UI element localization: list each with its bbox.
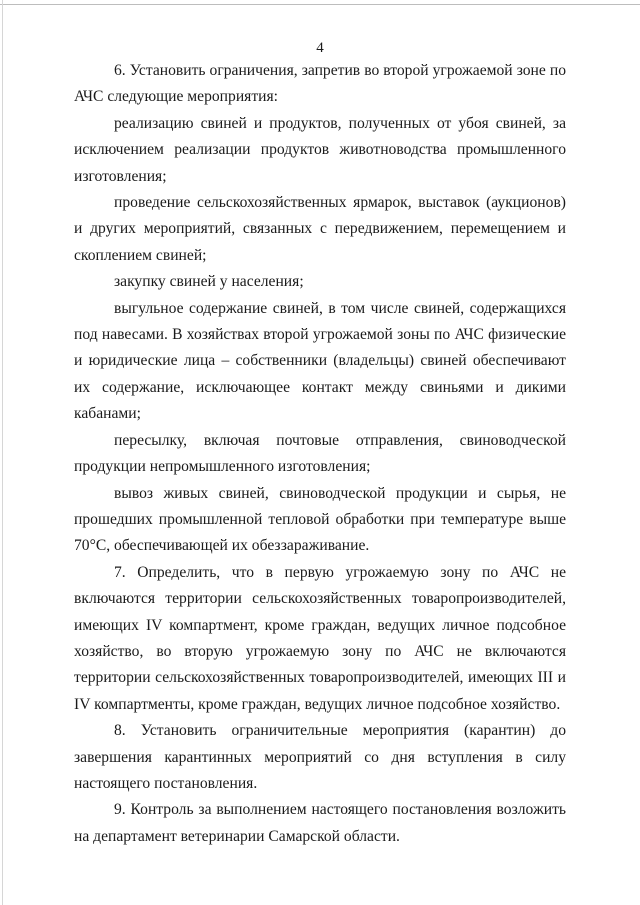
paragraph-8: 8. Установить ограничительные мероприятия (карантин) до завершения карантинных мероприятий со дня вступления в силу настоящего постановления. <box>74 722 566 792</box>
paragraph-6-item-purchase: закупку свиней у населения; <box>114 273 304 291</box>
scan-edge-left <box>2 0 3 905</box>
paragraph-7: 7. Определить, что в первую угрожаемую зону по АЧС не включаются территории сельскохозяйственных товаропроизводителей, имеющих IV компартмент, кроме граждан, ведущих личное подсобное хозяйство, во вторую угрожаемую зону по АЧС не включаются территории сельскохозяйственных товаропроизводителей, имеющих III и IV компартменты, кроме граждан, ведущих личное подсобное хозяйство. <box>74 563 566 713</box>
paragraph-6-item-free-range: выгульное содержание свиней, в том числе свиней, содержащихся под навесами. В хозяйствах второй угрожаемой зоны по АЧС физические и юридические лица – собственники (владельцы) свиней обеспечивают их содержание, исключающее контакт между свиньями и дикими кабанами; <box>74 299 566 423</box>
paragraph-6-item-export: вывоз живых свиней, свиноводческой продукции и сырья, не прошедших промышленной тепловой обработки при температуре выше 70°С, обеспечивающей их обеззараживание. <box>74 484 566 555</box>
document-body <box>74 58 566 850</box>
paragraph-6-intro: 6. Установить ограничения, запретив во второй угрожаемой зоне по АЧС следующие мероприятия: <box>74 62 566 106</box>
paragraph-6-item-mailing: пересылку, включая почтовые отправления, свиноводческой продукции непромышленного изготовления; <box>74 431 566 476</box>
paragraph-6-item-fairs: проведение сельскохозяйственных ярмарок, выставок (аукционов) и других мероприятий, связанных с передвижением, перемещением и скоплением свиней; <box>74 194 566 264</box>
paragraph-6-item-sale: реализацию свиней и продуктов, полученных от убоя свиней, за исключением реализации продуктов животноводства промышленного изготовления; <box>74 114 566 185</box>
scan-edge-top <box>0 4 640 5</box>
paragraph-9: 9. Контроль за выполнением настоящего постановления возложить на департамент ветеринарии Самарской области. <box>74 801 566 845</box>
page-number: 4 <box>316 40 324 56</box>
